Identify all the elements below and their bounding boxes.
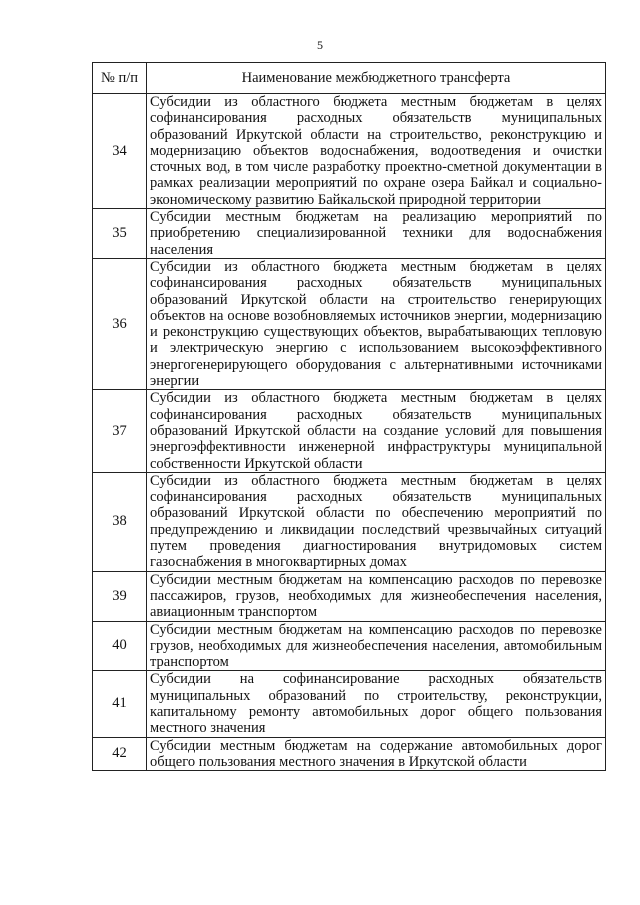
header-number: № п/п <box>93 63 147 94</box>
row-number: 35 <box>93 209 147 259</box>
row-number: 40 <box>93 621 147 671</box>
row-number: 41 <box>93 671 147 737</box>
page-number: 5 <box>317 38 323 52</box>
table-row <box>93 737 606 771</box>
transfers-table <box>92 62 606 771</box>
table-row <box>93 209 606 259</box>
header-name: Наименование межбюджетного трансферта <box>147 63 606 94</box>
row-number: 38 <box>93 472 147 571</box>
table-header-row <box>93 63 606 94</box>
row-name: Субсидии местным бюджетам на компенсацию расходов по перевозке грузов, необходимых для жизнеобеспечения населения, автомобильным транспортом <box>147 621 606 671</box>
row-number: 42 <box>93 737 147 771</box>
row-name: Субсидии из областного бюджета местным бюджетам в целях софинансирования расходных обязательств муниципальных образований Иркутской области на строительство генерирующих объектов на основе возобновляемых источников энергии, модернизацию и реконструкцию существующих объектов, вырабатывающих тепловую и электрическую энергию с использованием высокоэффективного энергогенерирующего оборудования с альтернативными источниками энергии <box>147 258 606 389</box>
row-number: 34 <box>93 94 147 209</box>
row-name: Субсидии из областного бюджета местным бюджетам в целях софинансирования расходных обязательств муниципальных образований Иркутской области на создание условий для повышения энергоэффективности инженерной инфраструктуры муниципальной собственности Иркутской области <box>147 390 606 472</box>
row-name: Субсидии из областного бюджета местным бюджетам в целях софинансирования расходных обязательств муниципальных образований Иркутской области по обеспечению мероприятий по предупреждению и ликвидации последствий чрезвычайных ситуаций путем проведения диагностирования внутридомовых систем газоснабжения в многоквартирных домах <box>147 472 606 571</box>
row-name: Субсидии из областного бюджета местным бюджетам в целях софинансирования расходных обязательств муниципальных образований Иркутской области на строительство, реконструкцию и модернизацию объектов водоснабжения, водоотведения и очистки сточных вод, в том числе разработку проектно-сметной документации в рамках реализации мероприятий по охране озера Байкал и социально-экономическому развитию Байкальской природной территории <box>147 94 606 209</box>
row-number: 36 <box>93 258 147 389</box>
table-row <box>93 258 606 389</box>
row-name: Субсидии местным бюджетам на реализацию мероприятий по приобретению специализированной техники для водоснабжения населения <box>147 209 606 259</box>
row-number: 39 <box>93 571 147 621</box>
row-name: Субсидии местным бюджетам на содержание автомобильных дорог общего пользования местного значения в Иркутской области <box>147 737 606 771</box>
table-row <box>93 390 606 472</box>
table-row <box>93 671 606 737</box>
table-row <box>93 94 606 209</box>
table-row <box>93 571 606 621</box>
row-number: 37 <box>93 390 147 472</box>
table-row <box>93 472 606 571</box>
table-row <box>93 621 606 671</box>
row-name: Субсидии местным бюджетам на компенсацию расходов по перевозке пассажиров, грузов, необходимых для жизнеобеспечения населения, авиационным транспортом <box>147 571 606 621</box>
row-name: Субсидии на софинансирование расходных обязательств муниципальных образований по строительству, реконструкции, капитальному ремонту автомобильных дорог общего пользования местного значения <box>147 671 606 737</box>
